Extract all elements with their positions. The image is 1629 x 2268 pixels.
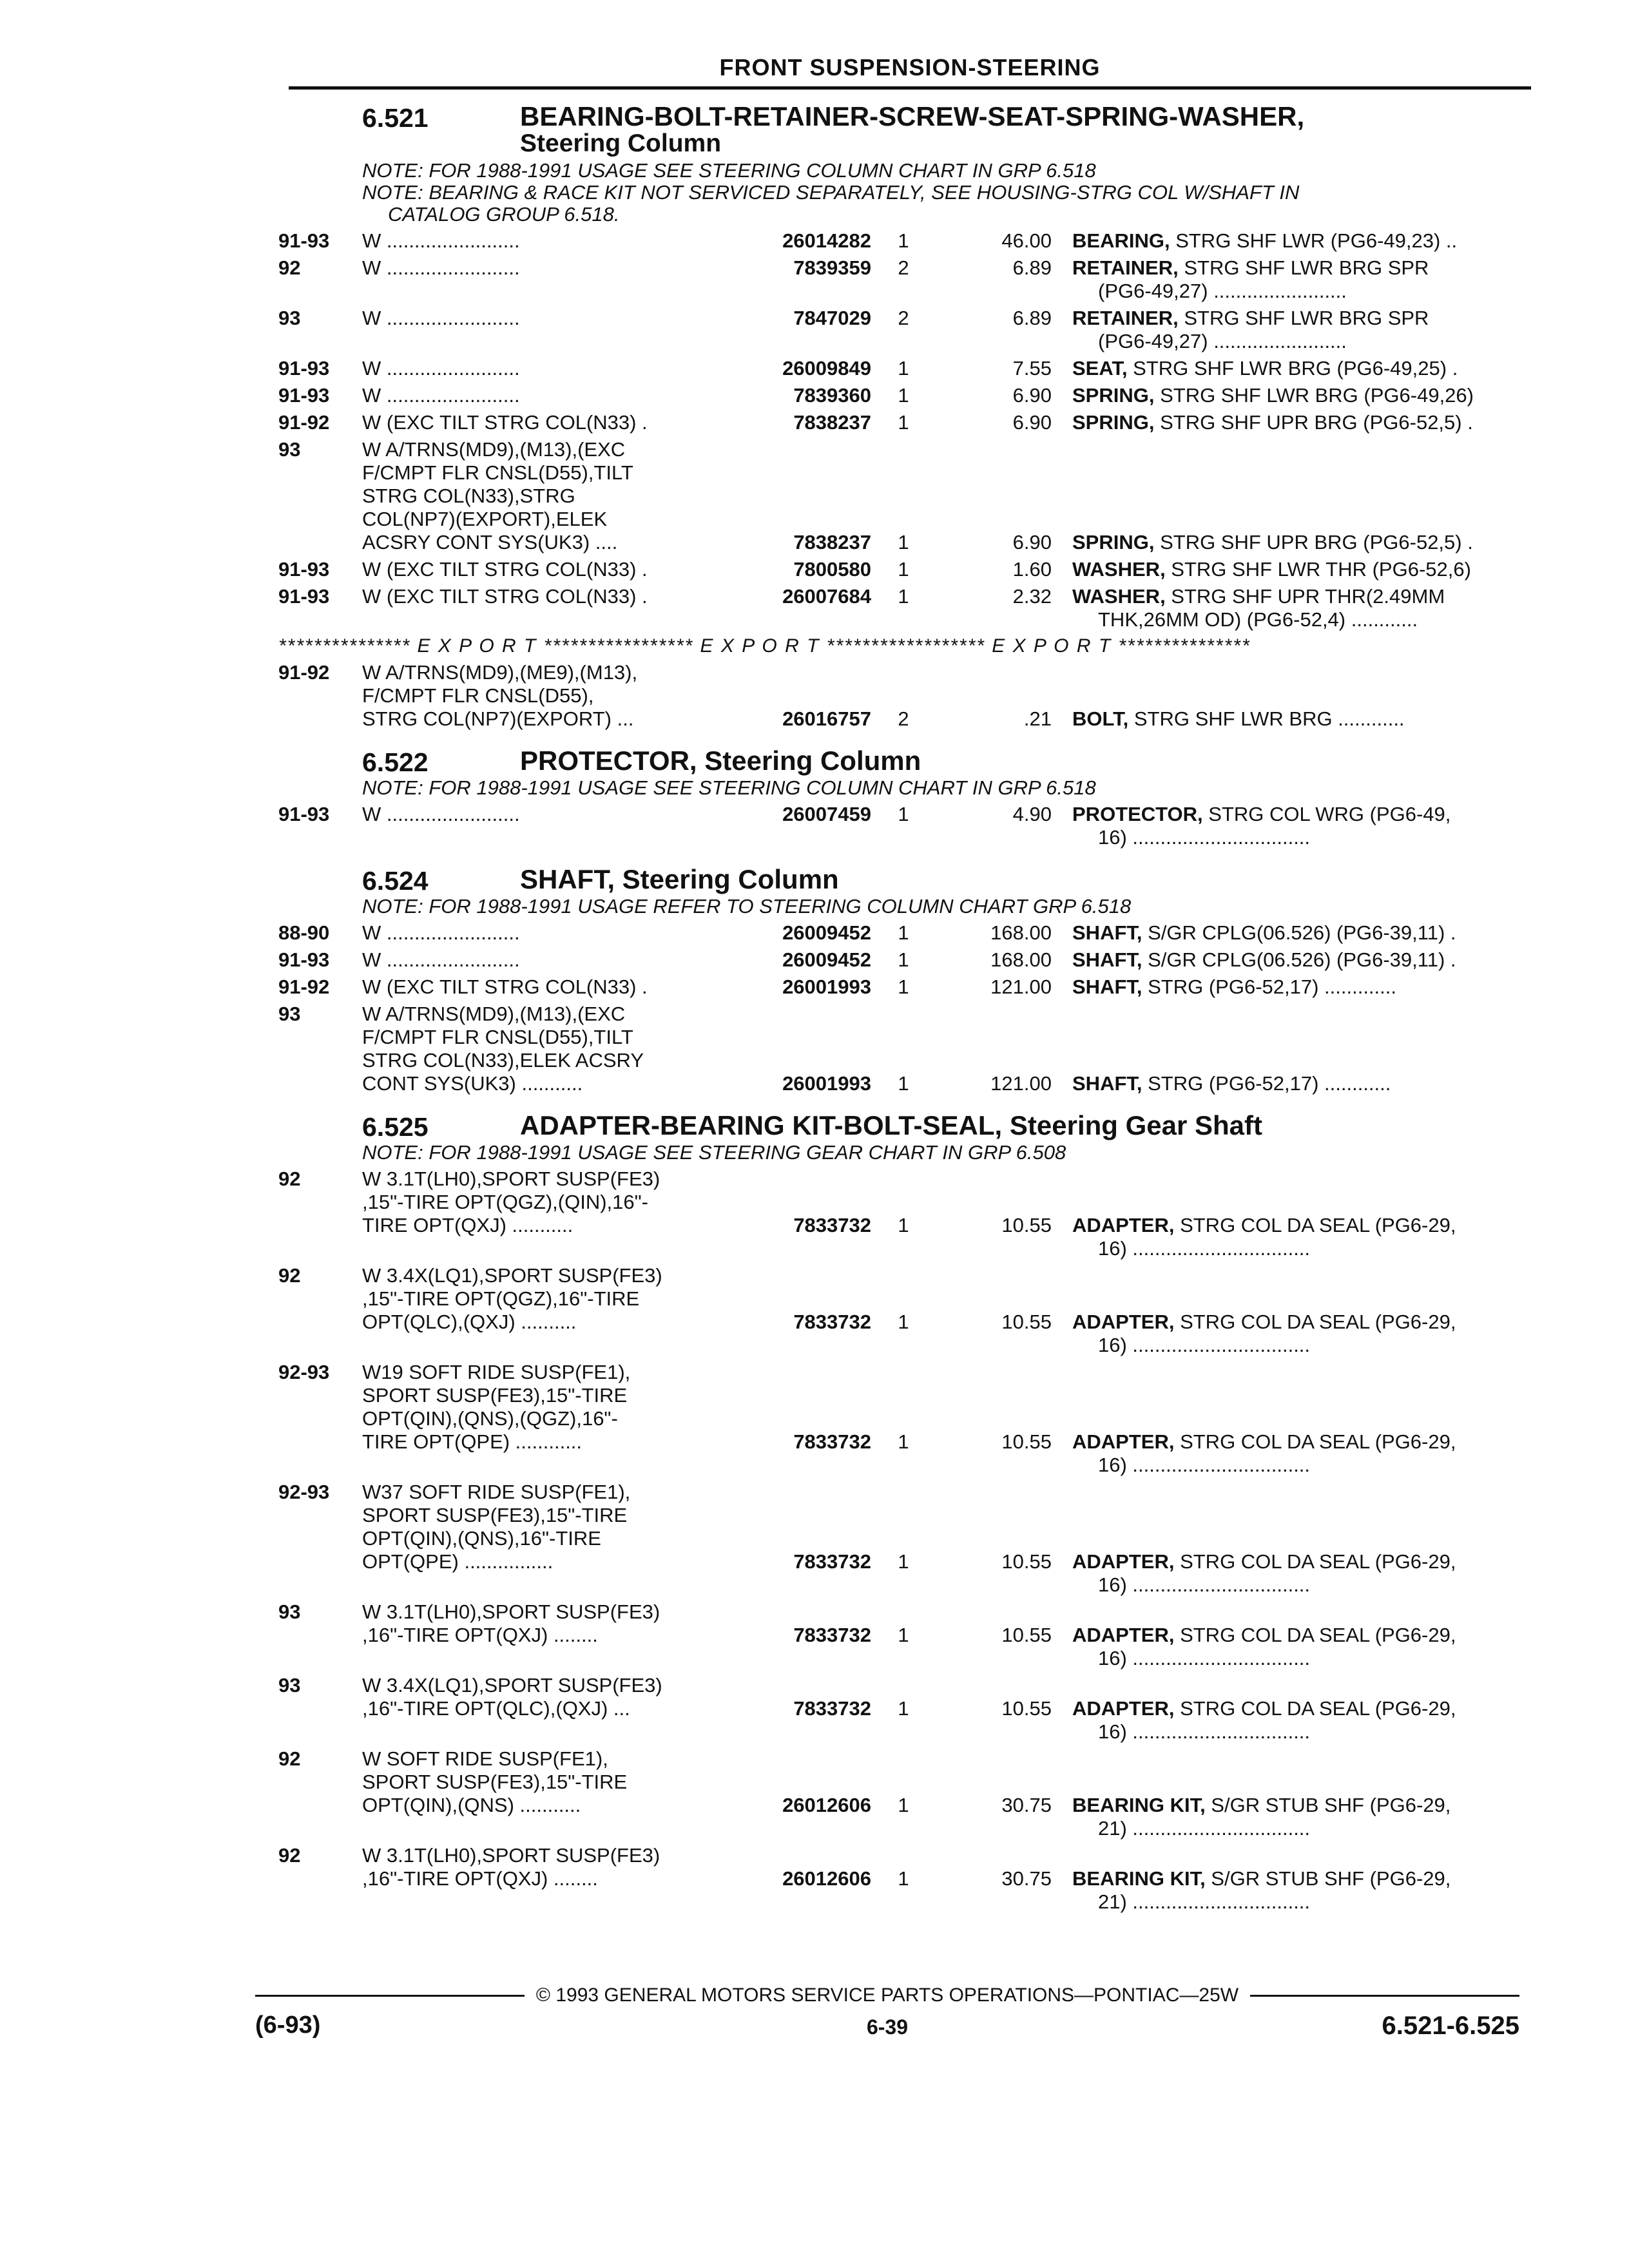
price: 10.55 bbox=[1001, 1550, 1052, 1573]
quantity: 1 bbox=[898, 558, 909, 581]
price: 121.00 bbox=[990, 1072, 1052, 1095]
description-name: SHAFT, bbox=[1072, 1072, 1142, 1095]
catalog-row bbox=[278, 661, 1516, 731]
catalog-row bbox=[278, 1674, 1516, 1744]
model-years: 93 bbox=[278, 438, 301, 461]
model-years: 93 bbox=[278, 1600, 301, 1623]
price: 46.00 bbox=[1001, 229, 1052, 252]
description-continued: 16) ................................ bbox=[1098, 1334, 1311, 1356]
model-years: 93 bbox=[278, 307, 301, 329]
catalog-row bbox=[278, 384, 1516, 407]
usage-text: W ........................ bbox=[362, 307, 520, 329]
price: 2.32 bbox=[1012, 585, 1052, 608]
part-number: 7833732 bbox=[793, 1624, 871, 1646]
catalog-row bbox=[278, 948, 1516, 972]
description-name: ADAPTER, bbox=[1072, 1550, 1175, 1573]
part-description: SHAFT, S/GR CPLG(06.526) (PG6-39,11) . bbox=[1072, 921, 1456, 944]
part-number: 7847029 bbox=[793, 307, 871, 329]
part-description: ADAPTER, STRG COL DA SEAL (PG6-29, 16) ................................ bbox=[1072, 1311, 1517, 1357]
part-number: 7800580 bbox=[793, 558, 871, 581]
usage-text: W ........................ bbox=[362, 384, 520, 407]
part-number: 26007684 bbox=[782, 585, 871, 608]
part-description: SPRING, STRG SHF LWR BRG (PG6-49,26) bbox=[1072, 384, 1474, 407]
section-notes bbox=[362, 777, 1516, 799]
price: 6.89 bbox=[1012, 256, 1052, 279]
part-description: BEARING KIT, S/GR STUB SHF (PG6-29, 21) ................................ bbox=[1072, 1867, 1517, 1914]
model-years: 92 bbox=[278, 1168, 301, 1190]
price: 4.90 bbox=[1012, 803, 1052, 825]
model-years: 92 bbox=[278, 1844, 301, 1867]
usage-text: W SOFT RIDE SUSP(FE1), SPORT SUSP(FE3),15"-TIRE OPT(QIN),(QNS) ........... bbox=[362, 1747, 628, 1816]
note-line: NOTE: FOR 1988-1991 USAGE SEE STEERING COLUMN CHART IN GRP 6.518 bbox=[362, 159, 1096, 182]
part-number: 7838237 bbox=[793, 531, 871, 553]
price: 10.55 bbox=[1001, 1430, 1052, 1453]
model-years: 91-93 bbox=[278, 229, 330, 252]
copyright-text: © 1993 GENERAL MOTORS SERVICE PARTS OPERATIONS—PONTIAC—25W bbox=[535, 1984, 1239, 2006]
catalog-row bbox=[278, 438, 1516, 554]
part-description: BEARING, STRG SHF LWR (PG6-49,23) .. bbox=[1072, 229, 1458, 252]
note-line: NOTE: FOR 1988-1991 USAGE SEE STEERING COLUMN CHART IN GRP 6.518 bbox=[362, 776, 1096, 799]
description-name: SHAFT, bbox=[1072, 948, 1142, 971]
model-years: 91-92 bbox=[278, 975, 330, 998]
part-number: 26014282 bbox=[782, 229, 871, 252]
description-name: ADAPTER, bbox=[1072, 1430, 1175, 1453]
quantity: 1 bbox=[898, 975, 909, 998]
footer-rule-left bbox=[255, 1995, 525, 1997]
usage-text: W 3.1T(LH0),SPORT SUSP(FE3) ,15"-TIRE OPT(QGZ),(QIN),16"- TIRE OPT(QXJ) ........... bbox=[362, 1168, 660, 1236]
price: .21 bbox=[1023, 707, 1052, 730]
usage-text: W (EXC TILT STRG COL(N33) . bbox=[362, 585, 648, 608]
section-number: 6.522 bbox=[362, 747, 429, 777]
description-continued: 16) ................................ bbox=[1098, 1454, 1311, 1476]
note-line: NOTE: BEARING & RACE KIT NOT SERVICED SEPARATELY, SEE HOUSING-STRG COL W/SHAFT IN bbox=[362, 181, 1300, 204]
description-name: ADAPTER, bbox=[1072, 1311, 1175, 1333]
part-number: 26009452 bbox=[782, 948, 871, 971]
usage-text: W 3.1T(LH0),SPORT SUSP(FE3) ,16"-TIRE OPT(QXJ) ........ bbox=[362, 1844, 660, 1890]
model-years: 93 bbox=[278, 1003, 301, 1025]
catalog-row bbox=[278, 1600, 1516, 1670]
page-footer bbox=[255, 1984, 1519, 2048]
description-name: ADAPTER, bbox=[1072, 1624, 1175, 1646]
part-number: 26012606 bbox=[782, 1867, 871, 1890]
catalog-row bbox=[278, 411, 1516, 434]
description-name: PROTECTOR, bbox=[1072, 803, 1203, 825]
description-continued: THK,26MM OD) (PG6-52,4) ............ bbox=[1098, 608, 1418, 631]
page-header bbox=[289, 54, 1531, 90]
quantity: 1 bbox=[898, 384, 909, 407]
description-continued: 21) ................................ bbox=[1098, 1890, 1311, 1913]
quantity: 1 bbox=[898, 1624, 909, 1646]
part-number: 26001993 bbox=[782, 975, 871, 998]
model-years: 93 bbox=[278, 1674, 301, 1696]
part-number: 7833732 bbox=[793, 1550, 871, 1573]
part-description: SHAFT, STRG (PG6-52,17) ............ bbox=[1072, 1072, 1391, 1095]
part-number: 7833732 bbox=[793, 1214, 871, 1236]
section-notes bbox=[362, 1142, 1516, 1164]
price: 30.75 bbox=[1001, 1794, 1052, 1816]
catalog-row bbox=[278, 307, 1516, 353]
section-heading bbox=[278, 745, 1516, 777]
description-name: WASHER, bbox=[1072, 558, 1166, 581]
footer-rule-right bbox=[1250, 1995, 1519, 1997]
description-continued: (PG6-49,27) ........................ bbox=[1098, 280, 1347, 302]
part-number: 7833732 bbox=[793, 1430, 871, 1453]
description-continued: 16) ................................ bbox=[1098, 1720, 1311, 1743]
usage-text: W ........................ bbox=[362, 921, 520, 944]
part-number: 7838237 bbox=[793, 411, 871, 434]
part-number: 7833732 bbox=[793, 1311, 871, 1333]
usage-text: W ........................ bbox=[362, 803, 520, 825]
quantity: 1 bbox=[898, 585, 909, 608]
model-years: 91-92 bbox=[278, 411, 330, 434]
parts-catalog-body bbox=[278, 95, 1516, 1914]
section-title: BEARING-BOLT-RETAINER-SCREW-SEAT-SPRING-WASHER, Steering Column bbox=[520, 101, 1305, 157]
section-heading bbox=[278, 1110, 1516, 1142]
description-continued: 16) ................................ bbox=[1098, 826, 1311, 849]
quantity: 1 bbox=[898, 948, 909, 971]
model-years: 91-93 bbox=[278, 384, 330, 407]
part-description: SPRING, STRG SHF UPR BRG (PG6-52,5) . bbox=[1072, 531, 1473, 553]
catalog-row bbox=[278, 229, 1516, 253]
usage-text: W ........................ bbox=[362, 357, 520, 380]
catalog-row bbox=[278, 975, 1516, 999]
catalog-row bbox=[278, 1003, 1516, 1095]
quantity: 1 bbox=[898, 1430, 909, 1453]
model-years: 91-93 bbox=[278, 585, 330, 608]
price: 30.75 bbox=[1001, 1867, 1052, 1890]
export-divider: *************** E X P O R T ***************** E X P O R T ****************** E X P O R T *************** bbox=[278, 635, 1251, 657]
catalog-row bbox=[278, 803, 1516, 849]
usage-text: W (EXC TILT STRG COL(N33) . bbox=[362, 558, 648, 581]
footer-section-range: 6.521-6.525 bbox=[1382, 2012, 1519, 2040]
part-description: RETAINER, STRG SHF LWR BRG SPR (PG6-49,27) ........................ bbox=[1072, 256, 1517, 303]
price: 10.55 bbox=[1001, 1697, 1052, 1720]
model-years: 92 bbox=[278, 1264, 301, 1287]
part-description: RETAINER, STRG SHF LWR BRG SPR (PG6-49,27) ........................ bbox=[1072, 307, 1517, 353]
page-title: FRONT SUSPENSION-STEERING bbox=[719, 54, 1101, 81]
description-name: SEAT, bbox=[1072, 357, 1128, 380]
price: 10.55 bbox=[1001, 1311, 1052, 1333]
description-name: ADAPTER, bbox=[1072, 1214, 1175, 1236]
description-continued: 21) ................................ bbox=[1098, 1817, 1311, 1840]
catalog-row bbox=[278, 1747, 1516, 1840]
note-line: NOTE: FOR 1988-1991 USAGE REFER TO STEERING COLUMN CHART GRP 6.518 bbox=[362, 895, 1132, 918]
description-continued: (PG6-49,27) ........................ bbox=[1098, 330, 1347, 352]
part-number: 26016757 bbox=[782, 707, 871, 730]
usage-text: W 3.4X(LQ1),SPORT SUSP(FE3) ,15"-TIRE OPT(QGZ),16"-TIRE OPT(QLC),(QXJ) .......... bbox=[362, 1264, 662, 1333]
part-number: 26007459 bbox=[782, 803, 871, 825]
description-name: BEARING, bbox=[1072, 229, 1170, 252]
catalog-row bbox=[278, 357, 1516, 380]
catalog-row bbox=[278, 1168, 1516, 1260]
section-title: SHAFT, Steering Column bbox=[520, 864, 839, 894]
footer-page-number: 6-39 bbox=[866, 2015, 909, 2039]
part-number: 26001993 bbox=[782, 1072, 871, 1095]
usage-text: W A/TRNS(MD9),(M13),(EXC F/CMPT FLR CNSL(D55),TILT STRG COL(N33),STRG COL(NP7)(EXPORT),ELEK ACSRY CONT SYS(UK3) .... bbox=[362, 438, 633, 553]
model-years: 88-90 bbox=[278, 921, 330, 944]
model-years: 91-93 bbox=[278, 803, 330, 825]
quantity: 1 bbox=[898, 1794, 909, 1816]
description-name: BOLT, bbox=[1072, 707, 1129, 730]
description-name: BEARING KIT, bbox=[1072, 1867, 1206, 1890]
model-years: 92-93 bbox=[278, 1481, 330, 1503]
price: 7.55 bbox=[1012, 357, 1052, 380]
price: 6.90 bbox=[1012, 531, 1052, 553]
quantity: 1 bbox=[898, 1311, 909, 1333]
section-title: PROTECTOR, Steering Column bbox=[520, 745, 921, 776]
quantity: 1 bbox=[898, 357, 909, 380]
price: 168.00 bbox=[990, 921, 1052, 944]
part-number: 26009849 bbox=[782, 357, 871, 380]
model-years: 91-93 bbox=[278, 948, 330, 971]
model-years: 92-93 bbox=[278, 1361, 330, 1383]
part-description: SPRING, STRG SHF UPR BRG (PG6-52,5) . bbox=[1072, 411, 1473, 434]
description-name: RETAINER, bbox=[1072, 256, 1179, 279]
part-description: ADAPTER, STRG COL DA SEAL (PG6-29, 16) ................................ bbox=[1072, 1550, 1517, 1597]
description-name: BEARING KIT, bbox=[1072, 1794, 1206, 1816]
price: 121.00 bbox=[990, 975, 1052, 998]
part-number: 7839360 bbox=[793, 384, 871, 407]
price: 6.90 bbox=[1012, 411, 1052, 434]
part-description: WASHER, STRG SHF LWR THR (PG6-52,6) bbox=[1072, 558, 1471, 581]
section-number: 6.525 bbox=[362, 1112, 429, 1142]
usage-text: W A/TRNS(MD9),(ME9),(M13), F/CMPT FLR CNSL(D55), STRG COL(NP7)(EXPORT) ... bbox=[362, 661, 638, 730]
note-line: CATALOG GROUP 6.518. bbox=[388, 203, 620, 226]
part-number: 7839359 bbox=[793, 256, 871, 279]
part-description: PROTECTOR, STRG COL WRG (PG6-49, 16) ................................ bbox=[1072, 803, 1517, 849]
catalog-row bbox=[278, 921, 1516, 945]
catalog-row bbox=[278, 256, 1516, 303]
section-number: 6.521 bbox=[362, 103, 429, 133]
description-name: SPRING, bbox=[1072, 531, 1155, 553]
description-name: WASHER, bbox=[1072, 585, 1166, 608]
section-subtitle: Steering Column bbox=[520, 130, 722, 157]
description-name: SPRING, bbox=[1072, 384, 1155, 407]
usage-text: W 3.4X(LQ1),SPORT SUSP(FE3) ,16"-TIRE OPT(QLC),(QXJ) ... bbox=[362, 1674, 662, 1720]
model-years: 91-92 bbox=[278, 661, 330, 684]
usage-text: W (EXC TILT STRG COL(N33) . bbox=[362, 411, 648, 434]
quantity: 1 bbox=[898, 1697, 909, 1720]
quantity: 1 bbox=[898, 921, 909, 944]
part-description: BOLT, STRG SHF LWR BRG ............ bbox=[1072, 707, 1405, 730]
section-title: ADAPTER-BEARING KIT-BOLT-SEAL, Steering Gear Shaft bbox=[520, 1110, 1262, 1140]
part-description: SEAT, STRG SHF LWR BRG (PG6-49,25) . bbox=[1072, 357, 1458, 380]
description-continued: 16) ................................ bbox=[1098, 1573, 1311, 1596]
model-years: 92 bbox=[278, 256, 301, 279]
quantity: 1 bbox=[898, 229, 909, 252]
description-name: ADAPTER, bbox=[1072, 1697, 1175, 1720]
quantity: 1 bbox=[898, 1550, 909, 1573]
quantity: 1 bbox=[898, 1867, 909, 1890]
part-description: WASHER, STRG SHF UPR THR(2.49MM THK,26MM OD) (PG6-52,4) ............ bbox=[1072, 585, 1517, 631]
section-heading bbox=[278, 103, 1516, 157]
catalog-row bbox=[278, 1844, 1516, 1914]
usage-text: W37 SOFT RIDE SUSP(FE1), SPORT SUSP(FE3),15"-TIRE OPT(QIN),(QNS),16"-TIRE OPT(QPE) ................ bbox=[362, 1481, 631, 1573]
description-name: SHAFT, bbox=[1072, 921, 1142, 944]
description-continued: 16) ................................ bbox=[1098, 1237, 1311, 1260]
model-years: 91-93 bbox=[278, 357, 330, 380]
usage-text: W ........................ bbox=[362, 229, 520, 252]
price: 10.55 bbox=[1001, 1214, 1052, 1236]
price: 10.55 bbox=[1001, 1624, 1052, 1646]
price: 6.90 bbox=[1012, 384, 1052, 407]
price: 6.89 bbox=[1012, 307, 1052, 329]
description-name: SHAFT, bbox=[1072, 975, 1142, 998]
catalog-row bbox=[278, 1481, 1516, 1597]
quantity: 1 bbox=[898, 1072, 909, 1095]
usage-text: W19 SOFT RIDE SUSP(FE1), SPORT SUSP(FE3),15"-TIRE OPT(QIN),(QNS),(QGZ),16"- TIRE OPT(QPE) ............ bbox=[362, 1361, 631, 1453]
section-notes bbox=[362, 160, 1516, 226]
part-number: 26009452 bbox=[782, 921, 871, 944]
description-continued: 16) ................................ bbox=[1098, 1647, 1311, 1669]
description-name: SPRING, bbox=[1072, 411, 1155, 434]
part-description: SHAFT, S/GR CPLG(06.526) (PG6-39,11) . bbox=[1072, 948, 1456, 971]
part-description: SHAFT, STRG (PG6-52,17) ............. bbox=[1072, 975, 1396, 998]
catalog-row bbox=[278, 558, 1516, 581]
usage-text: W ........................ bbox=[362, 948, 520, 971]
quantity: 2 bbox=[898, 256, 909, 279]
usage-text: W 3.1T(LH0),SPORT SUSP(FE3) ,16"-TIRE OPT(QXJ) ........ bbox=[362, 1600, 660, 1646]
usage-text: W (EXC TILT STRG COL(N33) . bbox=[362, 975, 648, 998]
header-rule bbox=[289, 86, 1531, 90]
usage-text: W ........................ bbox=[362, 256, 520, 279]
part-description: ADAPTER, STRG COL DA SEAL (PG6-29, 16) ................................ bbox=[1072, 1624, 1517, 1670]
usage-text: W A/TRNS(MD9),(M13),(EXC F/CMPT FLR CNSL(D55),TILT STRG COL(N33),ELEK ACSRY CONT SYS(UK3) ........... bbox=[362, 1003, 644, 1095]
quantity: 1 bbox=[898, 531, 909, 553]
quantity: 2 bbox=[898, 307, 909, 329]
catalog-row bbox=[278, 1264, 1516, 1357]
catalog-row bbox=[278, 1361, 1516, 1477]
quantity: 1 bbox=[898, 803, 909, 825]
price: 1.60 bbox=[1012, 558, 1052, 581]
part-description: ADAPTER, STRG COL DA SEAL (PG6-29, 16) ................................ bbox=[1072, 1697, 1517, 1744]
description-name: RETAINER, bbox=[1072, 307, 1179, 329]
note-line: NOTE: FOR 1988-1991 USAGE SEE STEERING GEAR CHART IN GRP 6.508 bbox=[362, 1141, 1066, 1164]
footer-date: (6-93) bbox=[255, 2012, 321, 2039]
catalog-row bbox=[278, 585, 1516, 631]
model-years: 91-93 bbox=[278, 558, 330, 581]
section-number: 6.524 bbox=[362, 866, 429, 896]
part-description: ADAPTER, STRG COL DA SEAL (PG6-29, 16) ................................ bbox=[1072, 1430, 1517, 1477]
model-years: 92 bbox=[278, 1747, 301, 1770]
quantity: 1 bbox=[898, 1214, 909, 1236]
section-notes bbox=[362, 896, 1516, 918]
price: 168.00 bbox=[990, 948, 1052, 971]
part-description: ADAPTER, STRG COL DA SEAL (PG6-29, 16) ................................ bbox=[1072, 1214, 1517, 1260]
quantity: 2 bbox=[898, 707, 909, 730]
part-number: 26012606 bbox=[782, 1794, 871, 1816]
part-number: 7833732 bbox=[793, 1697, 871, 1720]
quantity: 1 bbox=[898, 411, 909, 434]
section-heading bbox=[278, 864, 1516, 896]
part-description: BEARING KIT, S/GR STUB SHF (PG6-29, 21) ................................ bbox=[1072, 1794, 1517, 1840]
